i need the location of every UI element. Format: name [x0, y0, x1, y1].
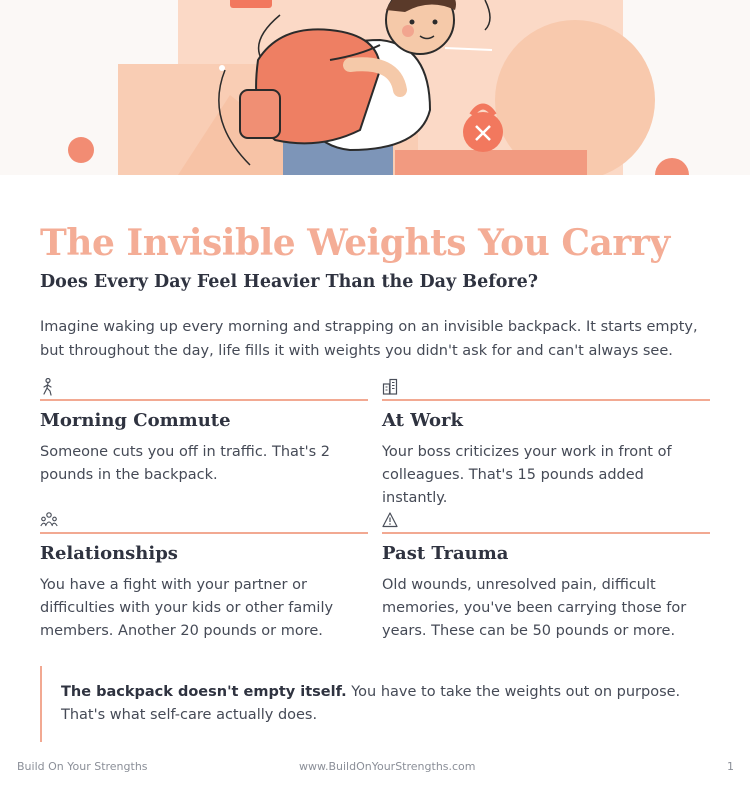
callout-quote: [40, 666, 700, 742]
card-divider: [40, 532, 368, 534]
walking-person-icon: [40, 378, 56, 396]
card-divider: [40, 399, 368, 401]
footer-left: Build On Your Strengths: [17, 760, 148, 773]
footer-website: www.BuildOnYourStrengths.com: [299, 760, 476, 773]
card-at-work: [382, 378, 710, 510]
person-carrying-backpack-illustration: [0, 0, 750, 175]
callout-text: You have to take the weights out on purpose. That's what self-care actually does.: [61, 684, 681, 723]
card-heading: At Work: [382, 410, 463, 431]
warning-triangle-icon: [382, 511, 398, 529]
card-heading: Morning Commute: [40, 410, 231, 431]
card-heading: Relationships: [40, 543, 178, 564]
card-divider: [382, 399, 710, 401]
card-heading: Past Trauma: [382, 543, 509, 564]
callout-bold-text: The backpack doesn't empty itself.: [61, 684, 347, 700]
card-divider: [382, 532, 710, 534]
card-past-trauma: [382, 511, 710, 643]
card-text: Someone cuts you off in traffic. That's 2 pounds in the backpack.: [40, 444, 331, 483]
card-relationships: [40, 511, 368, 643]
card-text: Your boss criticizes your work in front of colleagues. That's 15 pounds added instantly.: [382, 444, 672, 506]
page-number: 1: [727, 760, 734, 773]
office-building-icon: [382, 378, 398, 396]
page-title: The Invisible Weights You Carry: [40, 222, 670, 264]
page-subtitle: Does Every Day Feel Heavier Than the Day Before?: [40, 272, 539, 292]
card-text: Old wounds, unresolved pain, difficult memories, you've been carrying those for years. These can be 50 pounds or more.: [382, 577, 687, 639]
people-group-icon: [40, 511, 58, 529]
intro-paragraph: Imagine waking up every morning and strapping on an invisible backpack. It starts empty, but throughout the day, life fills it with weights you didn't ask for and can't always see.: [40, 319, 698, 359]
card-morning-commute: [40, 378, 368, 487]
hero-illustration: [0, 0, 750, 175]
card-text: You have a fight with your partner or difficulties with your kids or other family members. Another 20 pounds or more.: [40, 577, 334, 639]
